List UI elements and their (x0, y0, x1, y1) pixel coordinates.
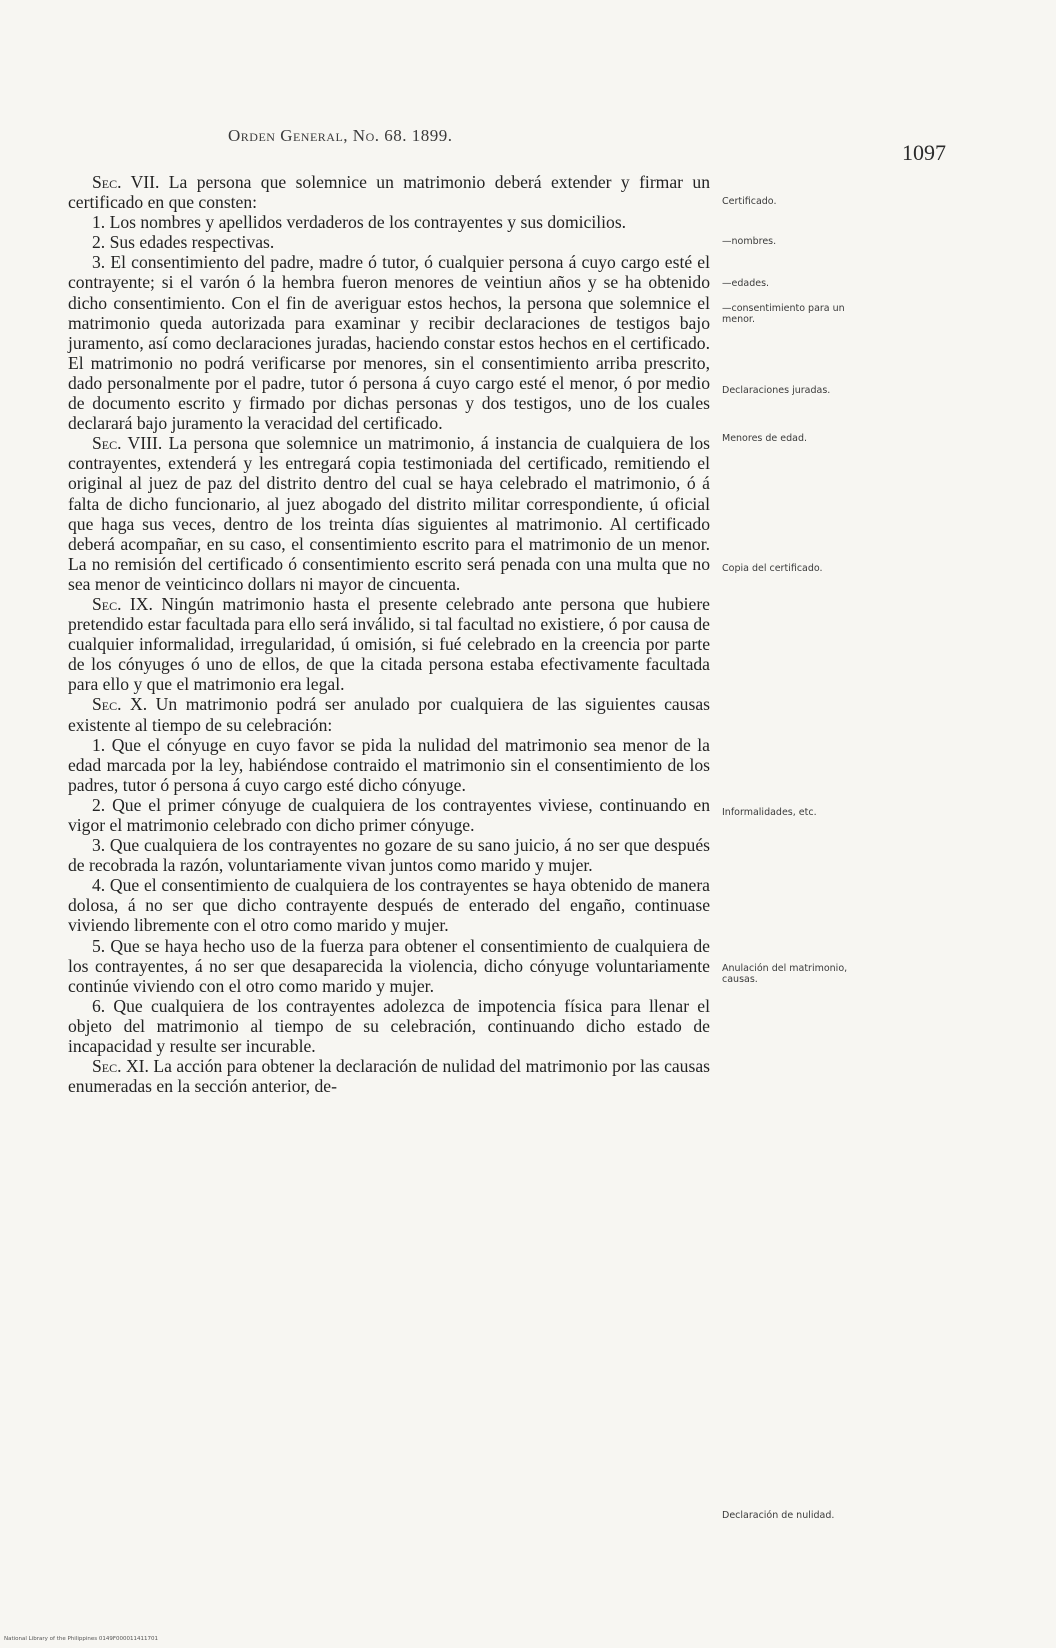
paragraph-sec-xi (68, 1056, 710, 1096)
margin-note-consentimiento: —consentimiento para un menor. (722, 303, 845, 325)
paragraph-text: 1. Que el cónyuge en cuyo favor se pida la nulidad del matrimonio sea menor de la edad marcada por la ley, habiéndose contraido el matrimonio sin el consentimiento de los padres, tutor ó persona á cuyo cargo esté dicho cónyuge. (68, 734, 710, 795)
paragraph-cause-6 (68, 996, 710, 1056)
paragraph-text: La acción para obtener la declaración de nulidad del matrimonio por las causas enumeradas en la sección anterior, de- (68, 1056, 710, 1097)
page-number: 1097 (902, 140, 946, 165)
paragraph-cause-2 (68, 795, 710, 835)
margin-note-edades: —edades. (722, 278, 770, 289)
paragraph-sec-viii (68, 433, 710, 594)
paragraph-cause-4 (68, 875, 710, 935)
margin-note-menores: Menores de edad. (722, 433, 808, 444)
paragraph-text: 2. Que el primer cónyuge de cualquiera de los contrayentes viviese, continuando en vigor el matrimonio celebrado con dicho primer cónyuge. (68, 794, 710, 835)
section-number: Sec. XI. (92, 1056, 149, 1077)
footer-credit: National Library of the Philippines 0149F000011411701 (4, 1636, 159, 1642)
margin-note-nombres: —nombres. (722, 236, 777, 247)
paragraph-text: 3. El consentimiento del padre, madre ó tutor, ó cualquier persona á cuyo cargo esté el contrayente; si el varón ó la hembra fueron menores de veintiun años y se ha obtenido dicho consentimiento. Con el fin de averiguar estos hechos, la persona que solemnice el matrimonio queda autorizada para examinar y recibir declaraciones de testigos bajo juramento, así como declaraciones juradas, haciendo constar estos hechos en el certificado. El matrimonio no podrá verificarse por menores, sin el consentimiento arriba prescrito, dado personalmente por el padre, tutor ó persona á cuyo cargo esté el menor, ó por medio de documento escrito y firmado por dichas personas y dos testigos, uno de los cuales declarará bajo juramento la veracidad del certificado. (68, 252, 710, 434)
paragraph-item-1 (68, 212, 710, 232)
margin-note-informalidades: Informalidades, etc. (722, 807, 817, 818)
paragraph-text: Ningún matrimonio hasta el presente celebrado ante persona que hubiere pretendido estar facultada para ello será inválido, si tal facultad no existiere, ó por causa de cualquier informalidad, irregularidad, ú omisión, si fué celebrado en la creencia por parte de los cónyuges ó uno de ellos, de que la citada persona estaba efectivamente facultada para ello y que el matrimonio era legal. (68, 593, 710, 695)
paragraph-text: 4. Que el consentimiento de cualquiera de los contrayentes se haya obtenido de manera dolosa, á no ser que dicho contrayente después de enterado del engaño, continuase viviendo libremente con el otro como marido y mujer. (68, 875, 710, 936)
paragraph-sec-vii (68, 172, 710, 212)
paragraph-item-2 (68, 232, 710, 252)
paragraph-text: 1. Los nombres y apellidos verdaderos de los contrayentes y sus domicilios. (92, 212, 627, 233)
section-number: Sec. X. (92, 694, 148, 715)
body-text (68, 172, 710, 1096)
paragraph-item-3 (68, 252, 710, 433)
margin-note-anulacion: Anulación del matrimonio, causas. (722, 963, 848, 985)
paragraph-text: La persona que solemnice un matrimonio deberá extender y firmar un certificado en que consten: (68, 172, 710, 213)
paragraph-cause-1 (68, 735, 710, 795)
paragraph-text: 6. Que cualquiera de los contrayentes adolezca de impotencia física para llenar el objeto del matrimonio al tiempo de su celebración, continuando dicho estado de incapacidad y resulte ser incurable. (68, 995, 710, 1057)
section-number: Sec. IX. (92, 593, 153, 614)
paragraph-text: 3. Que cualquiera de los contrayentes no gozare de su sano juicio, á no ser que después de recobrada la razón, voluntariamente vivan juntos como marido y mujer. (68, 835, 710, 876)
section-number: Sec. VII. (92, 172, 160, 192)
paragraph-text: 2. Sus edades respectivas. (92, 232, 275, 253)
margin-note-declaraciones: Declaraciones juradas. (722, 385, 831, 396)
margin-note-copia: Copia del certificado. (722, 563, 823, 574)
paragraph-text: La persona que solemnice un matrimonio, á instancia de cualquiera de los contrayentes, extenderá y les entregará copia testimoniada del certificado, remitiendo el original al juez de paz del distrito dentro del cual se haya celebrado el matrimonio, ó á falta de dicho funcionario, al juez abogado del distrito militar correspondiente, ú oficial que haga sus veces, dentro de los treinta días siguientes al matrimonio. Al certificado deberá acompañar, en su caso, el consentimiento escrito para el matrimonio de un menor. La no remisión del certificado ó consentimiento escrito será penada con una multa que no sea menor de veinticinco dollars ni mayor de cincuenta. (68, 433, 711, 594)
margin-note-certificado: Certificado. (722, 196, 777, 207)
paragraph-cause-3 (68, 835, 710, 875)
paragraph-sec-x (68, 694, 710, 734)
paragraph-sec-ix (68, 594, 710, 694)
running-head: Orden General, No. 68. 1899. (228, 126, 453, 145)
margin-note-nulidad: Declaración de nulidad. (722, 1510, 835, 1521)
paragraph-text: Un matrimonio podrá ser anulado por cualquiera de las siguientes causas existente al tiempo de su celebración: (68, 694, 710, 735)
paragraph-text: 5. Que se haya hecho uso de la fuerza para obtener el consentimiento de cualquiera de los contrayentes, á no ser que desaparecida la violencia, dicho cónyuge voluntariamente continúe viviendo con el otro como marido y mujer. (68, 935, 710, 996)
paragraph-cause-5 (68, 936, 710, 996)
section-number: Sec. VIII. (92, 433, 163, 454)
